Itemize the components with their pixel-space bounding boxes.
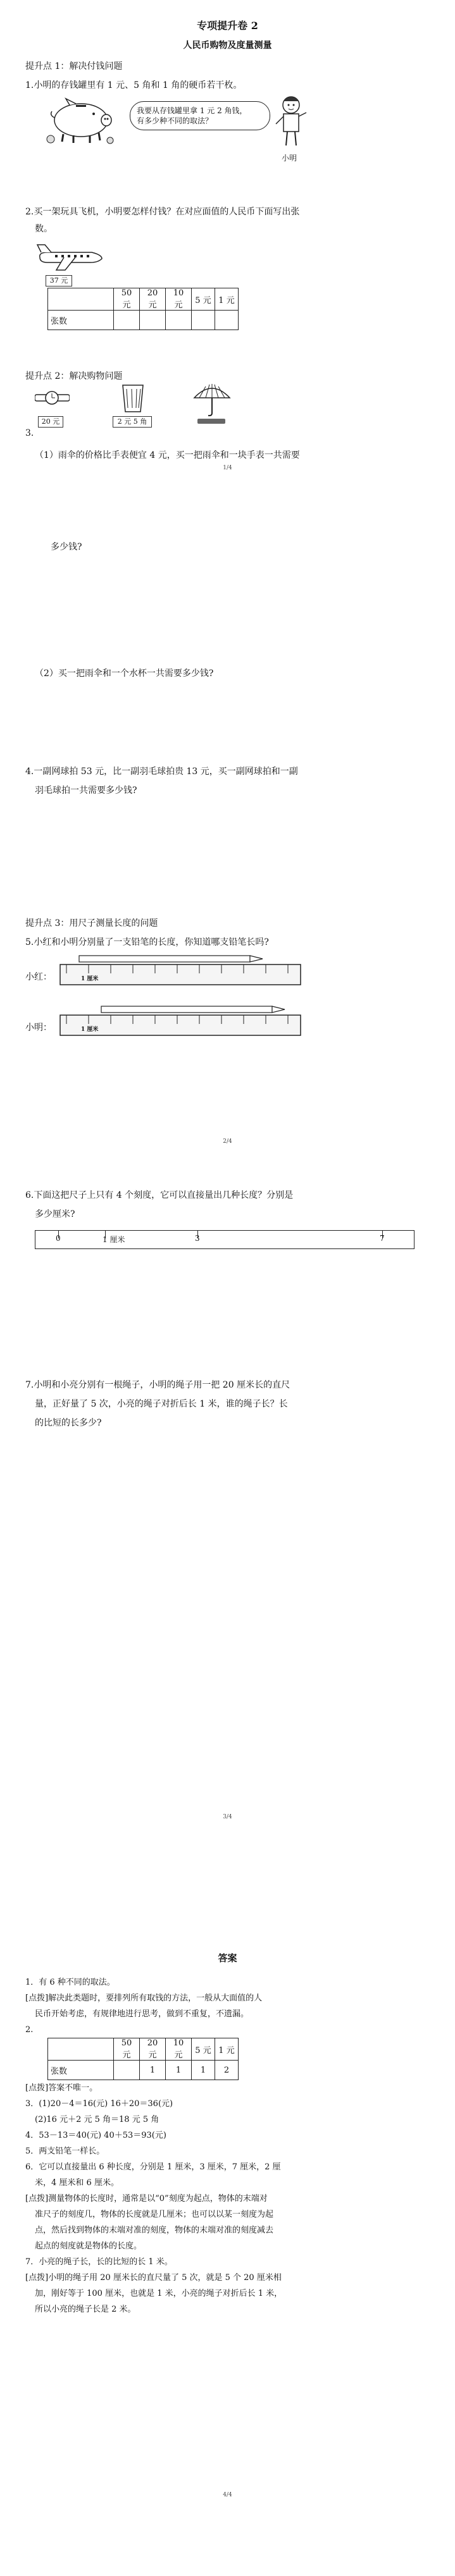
page-title: 专项提升卷 2 [197,20,258,32]
ruler-mark-3: 3 [195,1234,200,1243]
table-row [48,311,239,330]
answer-1-tip-2: 民币开始考虑，有规律地进行思考，做到不重复，不遗漏。 [35,2009,249,2019]
table-header-cell: 10 元 [166,288,192,311]
table-header-cell: 5 元 [192,288,215,311]
bubble-line-1: 我要从存钱罐里拿 1 元 2 角钱， [137,106,247,115]
child-figure [272,94,310,151]
answer-7-tip-2: 加，刚好等于 100 厘米，也就是 1 米，小亮的绳子对折后长 1 米， [35,2289,283,2298]
ruler-mark-7: 7 [380,1234,385,1243]
answers-title: 答案 [218,1952,237,1964]
table-row [48,2061,239,2080]
answer-6-tip-2: 准尺子的刻度几，物体的长度就是几厘米；也可以以某一刻度为起 [35,2210,274,2219]
four-mark-ruler [35,1230,414,1249]
umbrella-illustration [193,383,231,417]
question-6-line-2: 多少厘米? [35,1209,75,1219]
answer-7-tip-1: [点拨]小明的绳子用 20 厘米长的直尺量了 5 次，就是 5 个 20 厘米相 [25,2273,282,2283]
answer-5: 5．两支铅笔一样长。 [25,2147,105,2156]
ruler-unit-label: 1 厘米 [81,1026,99,1033]
table-row [48,288,239,311]
answer-6-tip-4: 起点的刻度就是物体的长度。 [35,2241,142,2251]
ruler-mark-0: 0 [56,1234,61,1243]
section-heading-3: 提升点 3：用尺子测量长度的问题 [25,918,158,928]
table-header-cell: 5 元 [192,2038,215,2061]
question-3-part-1: （1）雨伞的价格比手表便宜 4 元，买一把雨伞和一块手表一共需要 [35,450,300,460]
page-subtitle: 人民币购物及度量测量 [183,40,272,51]
table-header-cell: 20 元 [140,288,166,311]
answer-cell[interactable] [166,311,192,330]
answer-7-tip-3: 所以小亮的绳子长是 2 米。 [35,2305,136,2314]
question-4-line-1: 4.一副网球拍 53 元，比一副羽毛球拍贵 13 元，买一副网球拍和一副 [25,767,298,777]
table-header-cell: 20 元 [140,2038,166,2061]
table-row [48,2038,239,2061]
table-header-cell [48,2038,114,2061]
table-cell: 1 [192,2061,215,2080]
answer-3-part-1: 3．(1)20－4＝16(元) 16＋20＝36(元) [25,2099,173,2109]
umbrella-price-hidden [197,419,225,424]
answer-6-tip-1: [点拨]测量物体的长度时，通常是以“0”刻度为起点，物体的末端对 [25,2194,268,2203]
answer-cell[interactable] [114,311,140,330]
ruler-label-xiaohong: 小红： [25,972,52,982]
table-cell [114,2061,140,2080]
cup-illustration [120,383,146,414]
question-3-number: 3. [25,428,34,438]
speech-bubble [130,101,270,130]
table-header-cell: 1 元 [215,2038,239,2061]
table-header-cell [48,288,114,311]
question-3-part-2: （2）买一把雨伞和一个水杯一共需要多少钱? [35,669,214,679]
answer-1-tip-1: [点拨]解决此类题时，要排列所有取钱的方法，一般从大面值的人 [25,1994,263,2003]
cup-price-tag: 2 元 5 角 [113,416,152,428]
question-7-line-2: 量，正好量了 5 次，小亮的绳子对折后长 1 米，谁的绳子长？长 [35,1399,288,1409]
section-heading-1: 提升点 1：解决付钱问题 [25,61,123,71]
page-number: 1/4 [223,465,232,471]
answer-table [47,2038,239,2080]
toy-airplane-illustration [35,243,104,272]
answer-cell[interactable] [140,311,166,330]
table-cell: 1 [166,2061,192,2080]
ruler-mark-1: 1 厘米 [103,1235,125,1244]
table-cell: 1 [140,2061,166,2080]
page-number: 4/4 [223,2492,232,2498]
table-header-cell: 50 元 [114,2038,140,2061]
row-label-count: 张数 [48,311,114,330]
question-6-line-1: 6.下面这把尺子上只有 4 个刻度，它可以直接量出几种长度？分别是 [25,1190,294,1200]
answer-4: 4．53－13＝40(元) 40＋53＝93(元) [25,2131,166,2140]
ruler-label-xiaoming: 小明： [25,1023,52,1033]
answer-2: 2. [25,2025,34,2035]
question-2-line-2: 数。 [35,224,53,234]
section-heading-2: 提升点 2：解决购物问题 [25,371,123,381]
airplane-price-tag: 37 元 [46,275,72,287]
table-header-cell: 10 元 [166,2038,192,2061]
question-3-part-1-cont: 多少钱? [51,542,82,552]
piggy-bank-illustration [44,95,120,145]
answer-6-cont: 米，4 厘米和 6 厘米。 [35,2178,119,2188]
answer-1: 1．有 6 种不同的取法。 [25,1978,115,1987]
watch-illustration [35,386,70,411]
table-header-cell: 50 元 [114,288,140,311]
ruler-unit-label: 1 厘米 [81,976,99,982]
answer-6-tip-3: 点，然后找到物体的末端对准的刻度，物体的末端对准的刻度减去 [35,2226,274,2235]
question-5-text: 5.小红和小明分别量了一支铅笔的长度，你知道哪支铅笔长吗? [25,937,269,947]
question-1-text: 1.小明的存钱罐里有 1 元、5 角和 1 角的硬币若干枚。 [25,80,242,90]
question-2-line-1: 2.买一架玩具飞机，小明要怎样付钱？在对应面值的人民币下面写出张 [25,207,300,217]
table-cell: 2 [215,2061,239,2080]
answer-7: 7．小亮的绳子长，长的比短的长 1 米。 [25,2257,173,2267]
page-number: 2/4 [223,1138,232,1145]
question-4-line-2: 羽毛球拍一共需要多少钱? [35,786,137,796]
answer-6: 6．它可以直接量出 6 种长度，分别是 1 厘米，3 厘米，7 厘米，2 厘 [25,2162,281,2172]
question-7-line-3: 的比短的长多少? [35,1418,102,1428]
question-7-line-1: 7.小明和小亮分别有一根绳子，小明的绳子用一把 20 厘米长的直尺 [25,1380,290,1390]
table-header-cell: 1 元 [215,288,239,311]
answer-2-tip: [点拨]答案不唯一。 [25,2083,98,2093]
payment-table [47,288,239,330]
answer-cell[interactable] [192,311,215,330]
watch-price-tag: 20 元 [38,416,63,428]
answer-3-part-2: (2)16 元＋2 元 5 角＝18 元 5 角 [35,2115,159,2124]
bubble-line-2: 有多少种不同的取法？ [137,116,213,125]
child-label: 小明 [282,154,297,163]
page-number: 3/4 [223,1814,232,1820]
answer-cell[interactable] [215,311,239,330]
table-cell: 张数 [48,2061,114,2080]
